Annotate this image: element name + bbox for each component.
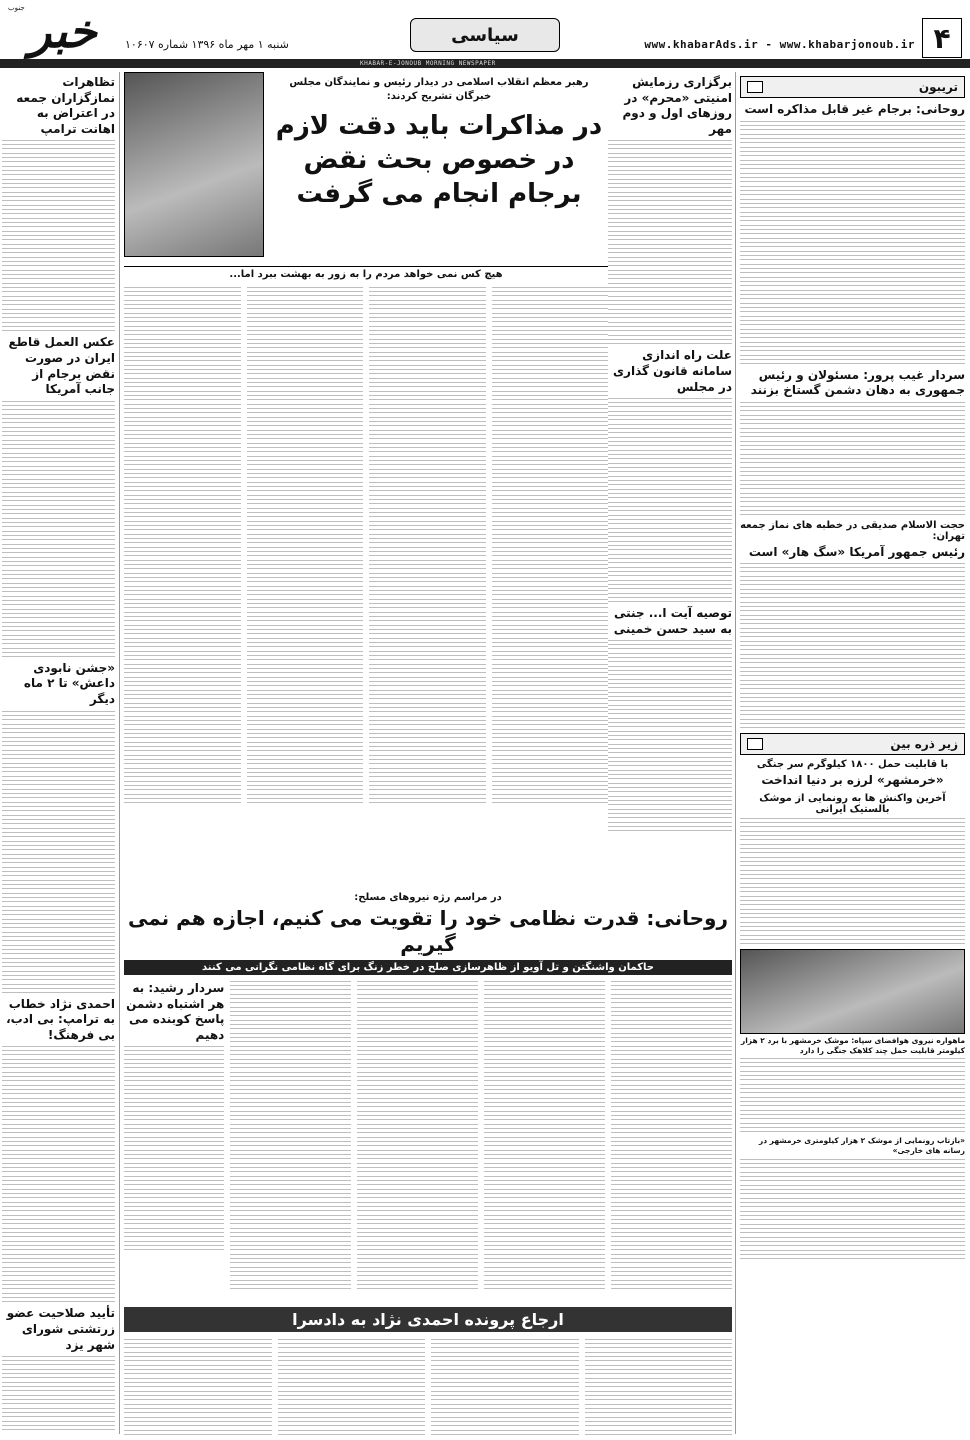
third-headline: رئیس جمهور آمریکا «سگ هار» است	[748, 544, 965, 559]
mid-headline-4: سردار رشید: به هر اشتباه دشمن پاسخ کوبنده می دهیم	[126, 981, 225, 1042]
bottom-stories	[124, 890, 732, 1435]
missile-photo-caption: ماهواره نیروی هوافضای سپاه: موشک خرمشهر با برد ۲ هزار کیلومتر قابلیت حمل چند کلاهک جنگی را دارد	[740, 1035, 965, 1055]
box2-body-end	[740, 1159, 965, 1260]
mid-headline-2: علت راه اندازی سامانه قانون گذاری در مجلس	[613, 348, 732, 394]
tribune-box-header	[740, 76, 965, 98]
lead-story-body	[124, 284, 608, 807]
masthead-band-text: KHABAR-E-JONOUB MORNING NEWSPAPER	[360, 60, 496, 67]
microscope-title: زیر ذره بین	[890, 737, 958, 752]
mid-body-3	[608, 640, 732, 832]
left-body-2	[2, 401, 115, 658]
third-kicker: حجت الاسلام صدیقی در خطبه های نماز جمعه تهران:	[740, 519, 965, 542]
middle-column	[608, 72, 732, 882]
tribune-title: تریبون	[918, 80, 958, 94]
second-headline: سردار غیب پرور: مسئولان و رئیس جمهوری به دهان دشمن گستاخ بزنند	[750, 367, 965, 398]
left-headline-5: تأیید صلاحیت عضو زرتشتی شورای شهر یزد	[6, 1306, 115, 1352]
masthead	[0, 0, 970, 70]
left-column	[2, 72, 120, 1434]
left-body-3	[2, 711, 115, 994]
tribune-icon	[747, 81, 763, 93]
mid-body-2	[608, 398, 732, 603]
parade-kicker: در مراسم رژه نیروهای مسلح:	[354, 892, 502, 903]
site-url[interactable]: www.khabarAds.ir - www.khabarjonoub.ir	[644, 38, 915, 51]
bottom-caption: «بازتاب رونمایی از موشک ۲ هزار کیلومتری خرمشهر در رسانه های خارجی»	[758, 1136, 965, 1156]
box2-headline: «خرمشهر» لرزه بر دنیا انداخت	[761, 773, 944, 788]
right-column	[735, 72, 965, 1434]
parade-title: روحانی: قدرت نظامی خود را تقویت می کنیم، اجازه هم نمی گیریم	[128, 906, 728, 956]
logo-tag: جنوب	[8, 4, 25, 12]
section-title: سیاسی	[410, 18, 560, 52]
left-headline-4: احمدی نژاد خطاب به ترامپ: بی ادب، بی فرهنگ!	[6, 996, 115, 1042]
ahmadinejad-body	[124, 1336, 732, 1435]
lead-body	[740, 121, 965, 365]
mid-headline-3: توصیه آیت ا... جنتی به سید حسن خمینی	[613, 606, 732, 636]
lead-headline: روحانی: برجام غیر قابل مذاکره است	[744, 102, 965, 116]
missile-photo	[740, 949, 965, 1034]
dateline: شنبه ۱ مهر ماه ۱۳۹۶ شماره ۱۰۶۰۷	[125, 38, 289, 51]
left-body-5	[2, 1356, 115, 1434]
left-headline-1: تظاهرات نمازگزاران جمعه در اعتراض به اهانت ترامپ	[16, 75, 115, 136]
mid-headline-1: برگزاری رزمایش امنیتی «محرم» در روزهای اول و دوم مهر	[622, 75, 732, 136]
left-headline-3: «جشن نابودی داعش» تا ۲ ماه دیگر	[23, 660, 115, 706]
newspaper-logo: خبر	[29, 4, 97, 58]
box2-kicker: با قابلیت حمل ۱۸۰۰ کیلوگرم سر جنگی	[756, 759, 949, 771]
box2-body	[740, 818, 965, 945]
left-body-1	[2, 140, 115, 332]
lead-story-title: در مذاکرات باید دقت لازم در خصوص بحث نقض برجام انجام می گرفت	[275, 111, 603, 209]
microscope-box-header	[740, 733, 965, 755]
left-body-4	[2, 1046, 115, 1303]
lead-story-kicker: رهبر معظم انقلاب اسلامی در دیدار رئیس و نمایندگان مجلس خبرگان تشریح کردند:	[289, 77, 589, 102]
lead-story-subtitle: هیچ کس نمی خواهد مردم را به زور به بهشت ببرد اما...	[124, 266, 608, 280]
parade-body	[124, 978, 732, 1303]
mid-body-1	[608, 140, 732, 345]
lead-story	[124, 72, 608, 882]
parade-sub: حاکمان واشنگتن و تل آویو از ظاهرسازی صلح در خطر زنگ برای گاه نظامی نگرانی می کنند	[124, 960, 732, 975]
box2-body-cont	[740, 1058, 965, 1133]
second-body	[740, 402, 965, 516]
leader-photo	[124, 72, 264, 257]
box2-sub: آخرین واکنش ها به رونمایی از موشک بالستیک ایرانی	[759, 792, 946, 815]
third-body	[740, 563, 965, 729]
ahmadinejad-title: ارجاع پرونده احمدی نژاد به دادسرا	[124, 1307, 732, 1332]
left-headline-2: عکس العمل قاطع ایران در صورت نقض برجام از جانب آمریکا	[8, 335, 115, 397]
microscope-icon	[747, 738, 763, 750]
page-number: ۴	[922, 18, 962, 58]
